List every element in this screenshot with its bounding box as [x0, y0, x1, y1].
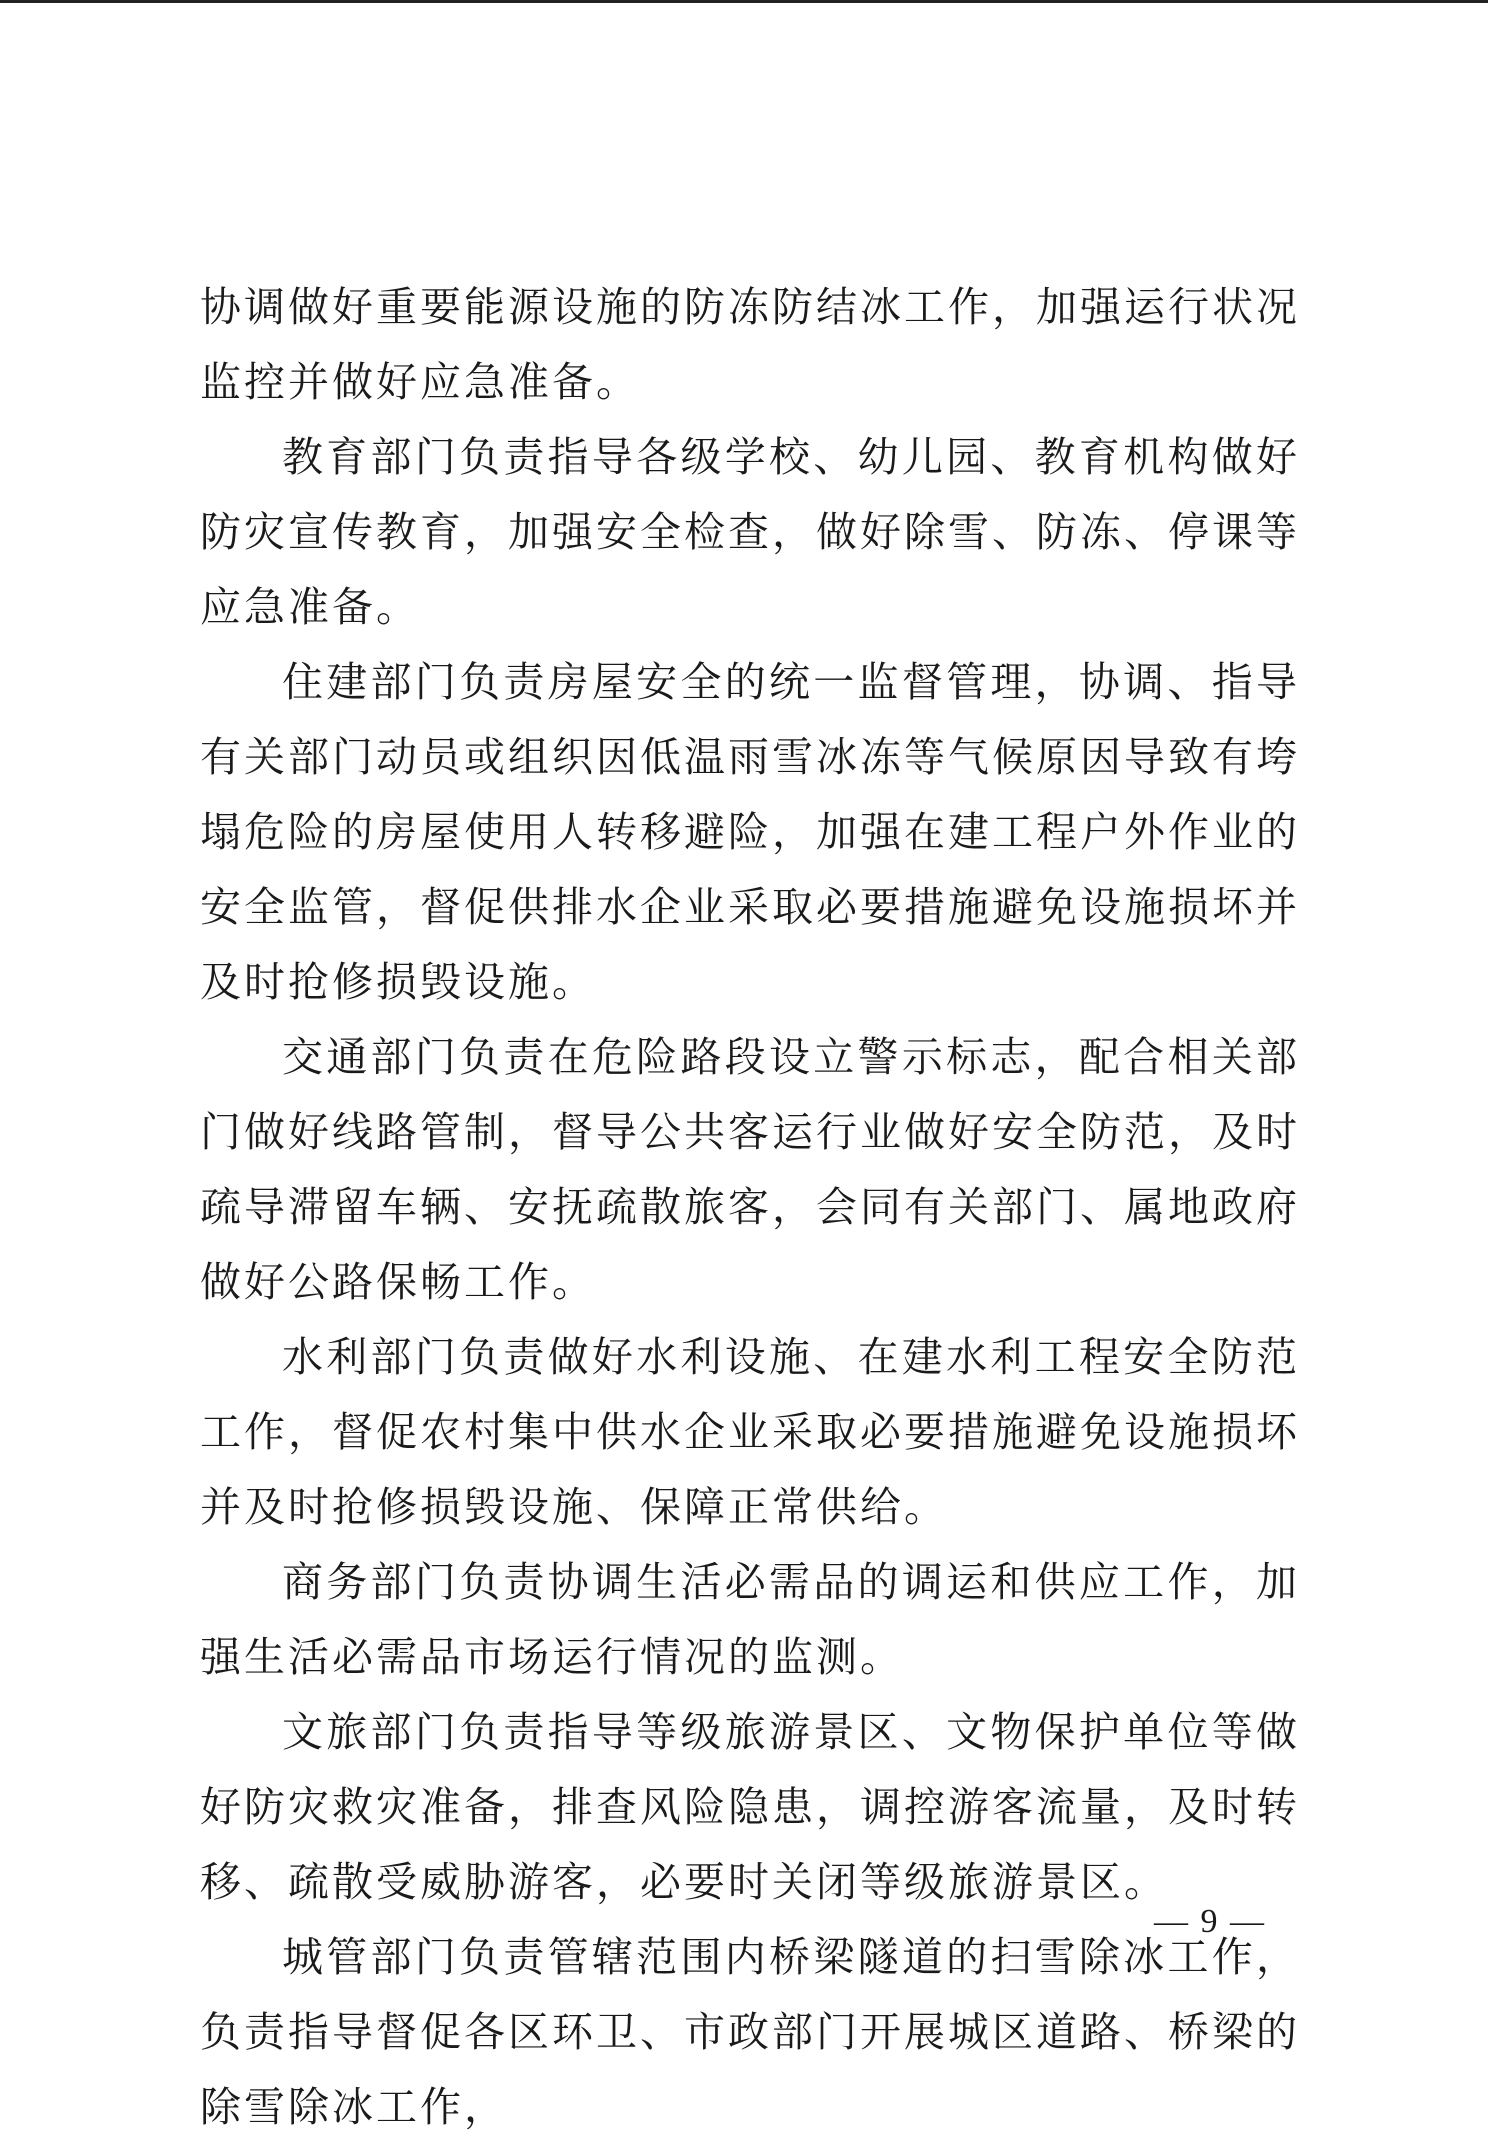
paragraph-water-resources: 水利部门负责做好水利设施、在建水利工程安全防范工作，督促农村集中供水企业采取必要措施避免设施损坏并及时抢修损毁设施、保障正常供给。	[200, 1333, 1300, 1531]
paragraph-education: 教育部门负责指导各级学校、幼儿园、教育机构做好防灾宣传教育，加强安全检查，做好除雪、防冻、停课等应急准备。	[200, 433, 1300, 631]
paragraph-housing-construction: 住建部门负责房屋安全的统一监督管理，协调、指导有关部门动员或组织因低温雨雪冰冻等气候原因导致有垮塌危险的房屋使用人转移避险，加强在建工程户外作业的安全监管，督促供排水企业采取必要措施避免设施损坏并及时抢修损毁设施。	[200, 658, 1300, 1006]
paragraph-culture-tourism: 文旅部门负责指导等级旅游景区、文物保护单位等做好防灾救灾准备，排查风险隐患，调控游客流量，及时转移、疏散受威胁游客，必要时关闭等级旅游景区。	[200, 1708, 1300, 1906]
document-body	[200, 270, 1300, 2145]
paragraph-commerce: 商务部门负责协调生活必需品的调运和供应工作，加强生活必需品市场运行情况的监测。	[200, 1558, 1300, 1681]
paragraph-urban-management: 城管部门负责管辖范围内桥梁隧道的扫雪除冰工作，负责指导督促各区环卫、市政部门开展城区道路、桥梁的除雪除冰工作，	[200, 1933, 1300, 2131]
paragraph-energy-continuation: 协调做好重要能源设施的防冻防结冰工作，加强运行状况监控并做好应急准备。	[200, 283, 1300, 406]
top-border-line	[0, 0, 1488, 3]
paragraph-transportation: 交通部门负责在危险路段设立警示标志，配合相关部门做好线路管制，督导公共客运行业做好安全防范，及时疏导滞留车辆、安抚疏散旅客，会同有关部门、属地政府做好公路保畅工作。	[200, 1033, 1300, 1306]
page-number: — 9 —	[1154, 1903, 1266, 1940]
